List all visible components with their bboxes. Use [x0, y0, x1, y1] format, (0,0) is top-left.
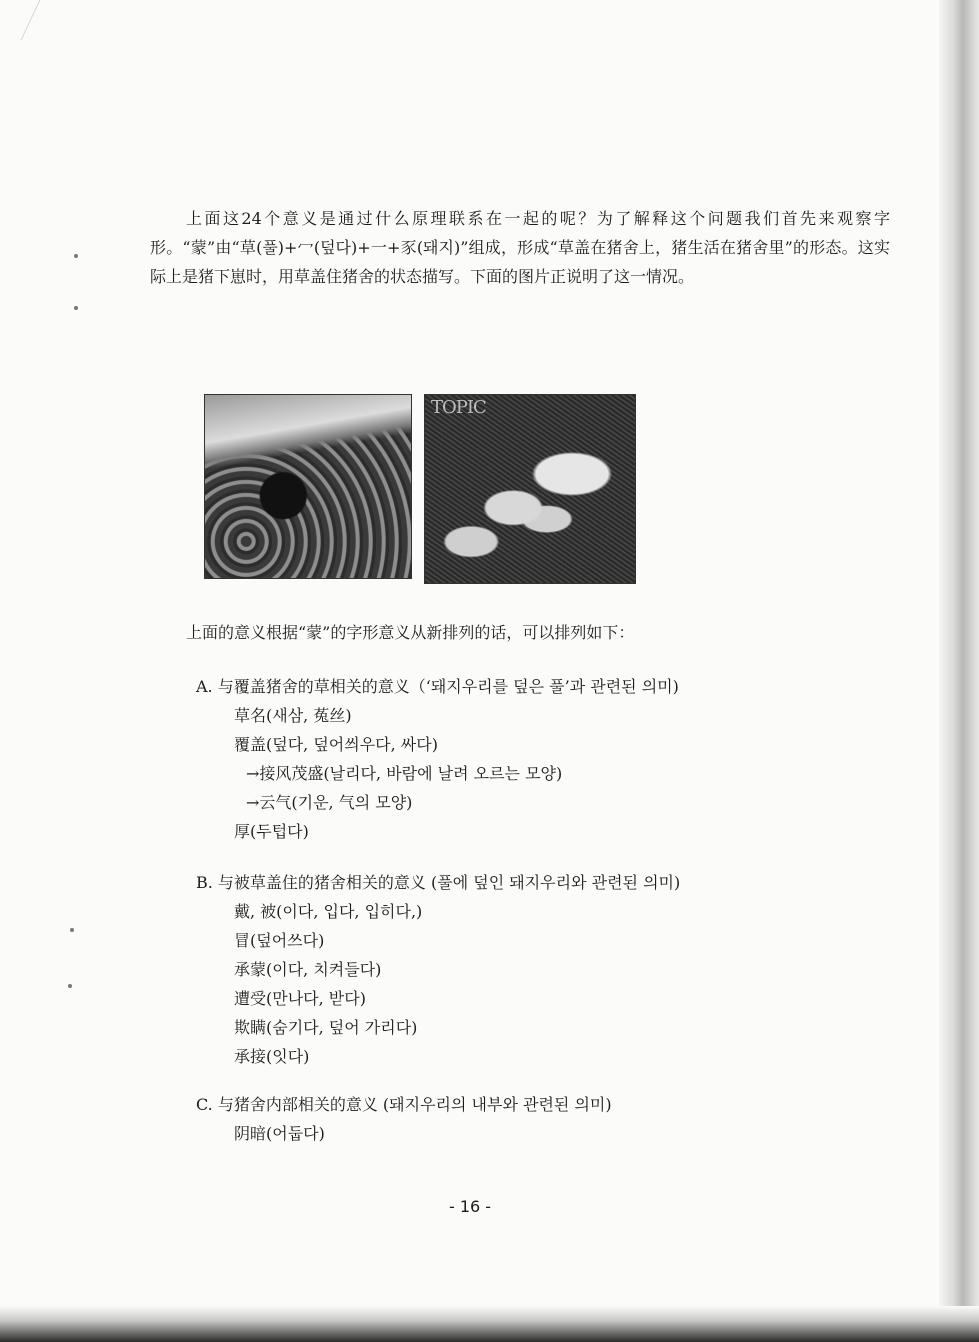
section-item: 草名(새삼, 菟丝)	[234, 706, 352, 725]
scan-bottom-edge	[0, 1306, 979, 1342]
scan-speck	[70, 928, 74, 932]
section-item: 阴暗(어둡다)	[234, 1124, 325, 1143]
section-item: 冒(덮어쓰다)	[234, 931, 325, 950]
section-c	[196, 1090, 896, 1148]
rearrangement-subheading: 上面的意义根据“蒙”的字形意义从新排列的话，可以排列如下：	[186, 623, 635, 642]
section-heading: A. 与覆盖猪舍的草相关的意义（‘돼지우리를 덮은 풀’과 관련된 의미)	[196, 677, 679, 696]
scan-speck	[74, 254, 78, 258]
section-item: 戴, 被(이다, 입다, 입히다,)	[234, 902, 423, 921]
photo-watermark: TOPIC	[431, 397, 486, 418]
piglets-photo	[424, 394, 636, 584]
section-item: →云气(기운, 气의 모양)	[246, 793, 413, 812]
section-a	[196, 672, 896, 846]
section-item: 厚(두텁다)	[234, 822, 309, 841]
section-item: 承蒙(이다, 치켜들다)	[234, 960, 382, 979]
scan-right-edge	[939, 0, 979, 1342]
intro-paragraph: 上面这24个意义是通过什么原理联系在一起的呢？为了解释这个问题我们首先来观察字形。“蒙”由“草(풀)+冖(덮다)+一+豕(돼지)”组成，形成“草盖在猪舍上，猪生活在猪舍里”的形态。这实际上是猪下崽时，用草盖住猪舍的状态描写。下面的图片正说明了这一情况。	[150, 209, 890, 286]
scan-speck	[68, 984, 72, 988]
pigsty-hut-photo	[204, 394, 412, 579]
section-item: 欺瞒(숨기다, 덮어 가리다)	[234, 1018, 418, 1037]
section-heading: C. 与猪舍内部相关的意义 (돼지우리의 내부와 관련된 의미)	[196, 1095, 612, 1114]
section-item: 承接(잇다)	[234, 1047, 310, 1066]
section-item: 遭受(만나다, 받다)	[234, 989, 366, 1008]
section-item: →接风茂盛(날리다, 바람에 날려 오르는 모양)	[246, 764, 563, 783]
section-heading: B. 与被草盖住的猪舍相关的意义 (풀에 덮인 돼지우리와 관련된 의미)	[196, 873, 681, 892]
scan-speck	[74, 306, 78, 310]
section-b	[196, 868, 896, 1071]
intro-paragraph-block	[150, 204, 890, 291]
section-item: 覆盖(덮다, 덮어씌우다, 싸다)	[234, 735, 438, 754]
page-number: - 16 -	[448, 1197, 492, 1216]
page-corner-fold	[21, 0, 81, 40]
